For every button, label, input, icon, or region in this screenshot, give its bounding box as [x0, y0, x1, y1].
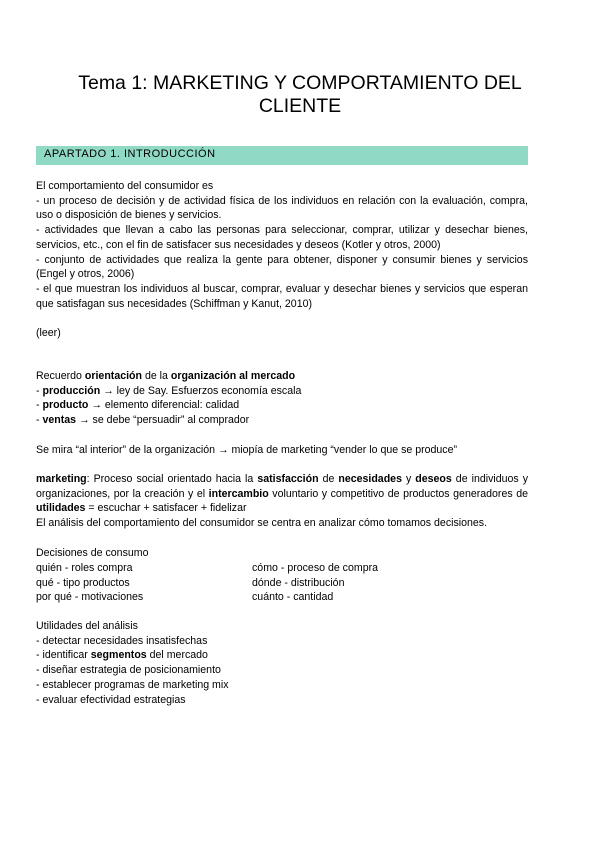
utilidades-block [36, 619, 528, 707]
decision-row: quién - roles compra cómo - proceso de compra [36, 562, 379, 574]
utilidades-item: - establecer programas de marketing mix [36, 678, 229, 691]
recuerdo-block [36, 369, 528, 428]
decision-row: qué - tipo productos dónde - distribución [36, 576, 345, 589]
intro-definition-2: - actividades que llevan a cabo las personas para seleccionar, comprar, utilizar y desechar bienes, servicios, etc., con el fin de satisfacer sus necesidades y deseos (Kotler y otros, 2000) [36, 224, 528, 251]
intro-definition-1: - un proceso de decisión y de actividad física de los individuos en relación con la evaluación, compra, uso o disposición de bienes y servicios. [36, 194, 528, 222]
intro-note: (leer) [36, 327, 61, 339]
analisis-text: El análisis del comportamiento del consumidor se centra en analizar cómo tomamos decisiones. [36, 517, 488, 529]
marketing-definition: marketing: Proceso social orientado hacia la satisfacción de necesidades y deseos de individuos y organizaciones, por la creación y el intercambio voluntario y competitivo de productos generadores de utilidades = escuchar + satisfacer + fidelizar [36, 473, 529, 515]
recuerdo-item-produccion: - producción → ley de Say. Esfuerzos economía escala [36, 384, 302, 397]
intro-definition-4: - el que muestran los individuos al buscar, comprar, evaluar y desechar bienes y servicios que esperan que satisfagan sus necesidades (Schiffman y Kanut, 2010) [36, 282, 528, 310]
section-header [36, 146, 528, 165]
utilidades-item: - detectar necesidades insatisfechas [36, 634, 208, 647]
title-line-2: CLIENTE [258, 95, 342, 117]
recuerdo-item-ventas: - ventas → se debe “persuadir” al comprador [36, 414, 250, 427]
recuerdo-item-producto: - producto → elemento diferencial: calidad [36, 399, 240, 412]
intro-definition-3: - conjunto de actividades que realiza la gente para obtener, disponer y consumir bienes y servicios (Engel y otros, 2006) [36, 253, 528, 281]
decisiones-table [36, 561, 528, 605]
decisiones-heading: Decisiones de consumo [36, 547, 149, 559]
miopia-text: Se mira “al interior” de la organización → miopía de marketing “vender lo que se produce” [36, 444, 458, 456]
utilidades-item: - identificar segmentos del mercado [36, 649, 208, 662]
recuerdo-heading: Recuerdo orientación de la organización al mercado [36, 370, 296, 382]
title-line-1: Tema 1: MARKETING Y COMPORTAMIENTO DEL [78, 72, 522, 94]
page-title [60, 72, 540, 118]
utilidades-item: - evaluar efectividad estrategias [36, 693, 186, 706]
utilidades-heading: Utilidades del análisis [36, 620, 138, 632]
section-header-label: APARTADO 1. INTRODUCCIÓN [44, 148, 216, 160]
intro-heading: El comportamiento del consumidor es [36, 180, 214, 192]
utilidades-item: - diseñar estrategia de posicionamiento [36, 664, 221, 677]
intro-block [36, 179, 528, 311]
decision-row: por qué - motivaciones cuánto - cantidad [36, 591, 334, 604]
